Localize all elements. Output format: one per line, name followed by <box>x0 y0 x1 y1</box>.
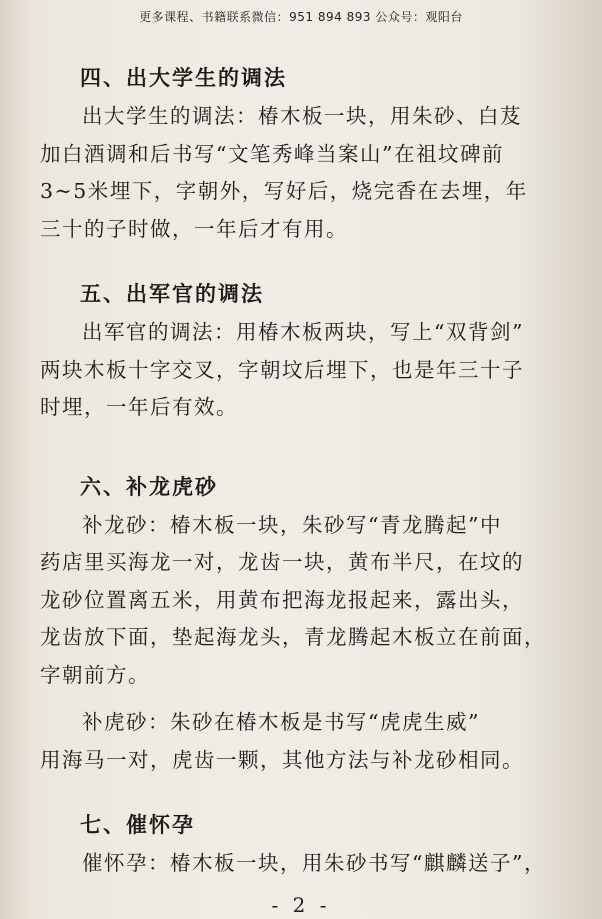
page-header-contact: 更多课程、书籍联系微信：951 894 893 公众号：观阳台 <box>139 10 463 24</box>
text-line: 三十的子时做，一年后才有用。 <box>40 216 348 241</box>
section-heading: 六、补龙虎砂 <box>80 474 218 499</box>
section-paragraph <box>40 704 572 779</box>
section-heading: 四、出大学生的调法 <box>80 66 287 90</box>
text-line: 出军官的调法：用椿木板两块，写上“双背剑” <box>82 320 524 344</box>
page-number: - 2 - <box>271 893 331 917</box>
text-line: 用海马一对，虎齿一颗，其他方法与补龙砂相同。 <box>40 747 524 772</box>
page-content <box>40 58 572 883</box>
text-line: 药店里买海龙一对，龙齿一块，黄布半尺，在坟的 <box>40 550 524 574</box>
section-paragraph <box>40 98 572 248</box>
text-line: 加白酒调和后书写“文笔秀峰当案山”在祖坟碑前 <box>40 141 504 166</box>
section-paragraph <box>40 845 572 883</box>
text-line: 补虎砂：朱砂在椿木板是书写“虎虎生威” <box>82 710 480 734</box>
text-line: 时埋，一年后有效。 <box>40 395 238 419</box>
section-paragraph <box>40 507 572 695</box>
text-line: 3~5米埋下，字朝外，写好后，烧完香在去埋，年 <box>40 179 528 203</box>
section-heading: 七、催怀孕 <box>80 813 195 837</box>
text-line: 出大学生的调法：椿木板一块，用朱砂、白芨 <box>82 104 522 128</box>
text-line: 龙砂位置离五米，用黄布把海龙报起来，露出头， <box>40 587 524 612</box>
text-line: 字朝前方。 <box>40 662 150 687</box>
text-line: 补龙砂：椿木板一块，朱砂写“青龙腾起”中 <box>82 512 502 537</box>
text-line: 催怀孕：椿木板一块，用朱砂书写“麒麟送子”， <box>82 851 546 875</box>
text-line: 龙齿放下面，垫起海龙头，青龙腾起木板立在前面， <box>40 625 546 649</box>
section-paragraph <box>40 314 572 427</box>
text-line: 两块木板十字交叉，字朝坟后埋下，也是年三十子 <box>40 357 524 382</box>
section-heading: 五、出军官的调法 <box>80 282 264 306</box>
